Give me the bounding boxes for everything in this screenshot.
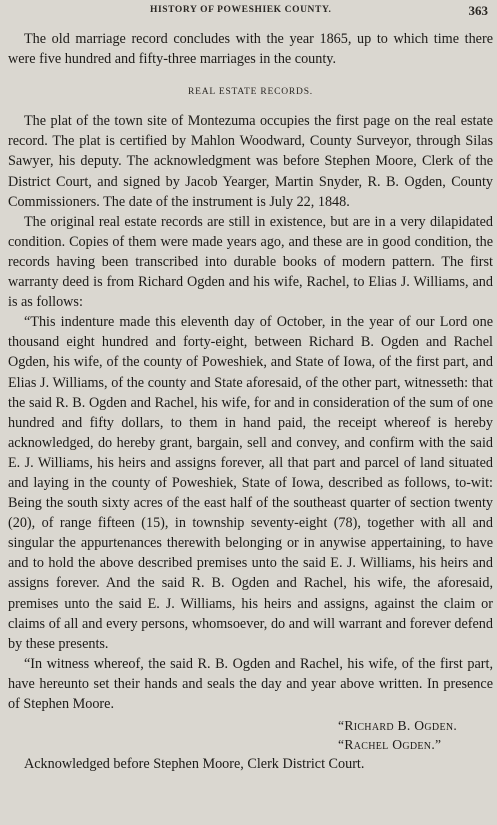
signature-rachel-ogden: “Rachel Ogden.” <box>338 737 442 753</box>
paragraph-original-records: The original real estate records are still in existence, but are in a very dilapidated condition. Copies of them were made years ago, and these are in good condition, the records having been transcribed into durable books of modern pattern. The first warranty deed is from Richard Ogden and his wife, Rachel, to Elias J. Williams, and is as follows: <box>8 213 493 311</box>
signature-richard-ogden: “Richard B. Ogden. <box>338 718 458 734</box>
signature-block <box>8 716 493 754</box>
page-header <box>0 5 497 21</box>
paragraph-witness: “In witness whereof, the said R. B. Ogden and Rachel, his wife, of the first part, have hereunto set their hands and seals the day and year above written. In presence of Stephen Moore. <box>8 655 493 712</box>
paragraph-indenture: “This indenture made this eleventh day of October, in the year of our Lord one thousand eight hundred and forty-eight, between Richard B. Ogden and Rachel Ogden, his wife, of the county of Poweshiek, and State of Iowa, of the first part, and Elias J. Williams, of the county and State aforesaid, of the other part, witnesseth: that the said R. B. Ogden and Rachel, his wife, for and in consideration of the sum of one hundred and fifty dollars, to them in hand paid, the receipt whereof is hereby acknowledged, do hereby grant, bargain, sell and convey, and confirm with the said E. J. Williams, his heirs and assigns forever, all that part and parcel of land situated and laying in the county of Poweshiek, State of Iowa, described as follows, to-wit: Being the south sixty acres of the east half of the southeast quarter of section twenty (20), of range fifteen (15), in township seventy-eight (78), together with all and singular the appurtenances therewith belonging or in anywise appertaining, to have and to hold the above described premises unto the said E. J. Williams, his heirs and assigns forever. And the said R. B. Ogden and Rachel, his wife, the aforesaid, premises unto the said E. J. Williams, his heirs and assigns, against the claim or claims of all and every persons, whomsoever, do and will warrant and forever defend by these presents. <box>8 314 493 652</box>
page-number: 363 <box>468 3 488 18</box>
paragraph-town-plat: The plat of the town site of Montezuma occupies the first page on the real estate record. The plat is certified by Mahlon Woodward, County Surveyor, through Silas Sawyer, his deputy. The acknowledgment was before Stephen Moore, Clerk of the District Court, and signed by Jacob Yearger, Martin Snyder, R. B. Ogden, County Commissioners. The date of the instrument is July 22, 1848. <box>8 113 493 210</box>
section-heading: REAL ESTATE RECORDS. <box>188 87 313 98</box>
page-body <box>8 29 493 774</box>
paragraph-marriage-record: The old marriage record concludes with the year 1865, up to which time there were five hundred and fifty-three marriages in the county. <box>8 31 493 68</box>
running-head: HISTORY OF POWESHIEK COUNTY. <box>150 5 332 15</box>
acknowledgment-line: Acknowledged before Stephen Moore, Clerk District Court. <box>24 756 365 773</box>
